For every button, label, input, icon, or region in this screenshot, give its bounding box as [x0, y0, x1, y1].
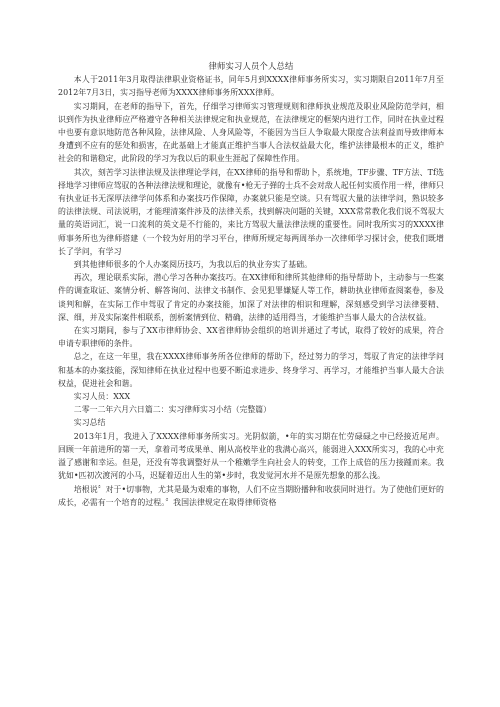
paragraph-6: 在实习期间，参与了XX市律师协会、XX省律师协会组织的培训并通过了考试，取得了较好的成果，符合申请专职律师的条件。: [58, 326, 444, 349]
paragraph-1: 本人于2011年3月取得法律职业资格证书，同年5月到XXXX律师事务所实习，实习期限自2011年7月至2012年7月3日，实习指导老师为XXXX律师事务所XXX律师。: [58, 75, 444, 98]
paragraph-8: 2013年1月，我进入了XXXX律师事务所实习。光阴似箭，•年的实习期在忙劳碌碌之中已经接近尾声。回顾一年前进所的第一天，拿着司考成果单、刚从高校毕业的我满心高兴，能弱进入XXX所实习，我的心中充溢了感谢和幸运。但是，还没有等我调整好从一个稚嫩学生向社会人的转变，工作上成倍的压力接踵而来。我犹如•匹初次渡河的小马，迟疑着迈出人生的第•步时，我发觉河水并不是原先想象的那么浅。: [58, 431, 444, 481]
document-title: 律师实习人员个人总结: [208, 61, 294, 71]
paragraph-3: 其次，刻苦学习法律法规及法律理论学问，在XX律师的指导和帮助卜，系统地，TF步骤、TF方法、Tf选择地学习律师应驾驭的各种法律法规和理论，就像有•枪无子弹的士兵不会对敌人起任何实质作用一样，律师只有执业证书无深厚法律学问体系和办案技巧作保障，办案就只能是空谈。只有驾驭大量的法律学问，熟识较多的法律法规、司法说明，才能理清案件涉及的法律关系，找到解决问题的关键，XXX常常教化我们说不驾驭大量的英语词汇，说一口流利的英文是不行能的，来比方驾驭大量法律法规的重要性。同时我所实习的XXXX律师事务所也为律师搭建（一个较为好用的学习平台，律师所规定每两周举办一次律师学习探讨会，使我们既增长了学问，有学习: [58, 167, 444, 256]
section-title: 实习总结: [73, 418, 106, 428]
paragraph-5: 再次，理论联系实际，潜心学习各种办案技巧。在XX律师和律所其他律师的指导帮助卜，主动参与一些案件的调查取证、案情分析、解答询问、法律文书制作、会见犯罪嫌疑人等工作，耕助执业律师查阅案卷，参及谈判和解，在实际工作中驾驭了肯定的办案技能，加深了对法律的相识和理解，深刻感受到学习法律要精、深、细，并及实际案件相联系，剖析案情到位、精确，法律的适用得当，才能维护当事人最大的合法权益。: [58, 273, 444, 322]
paragraph-2: 实习期间，在老师的指导下，首先，仔细学习律师实习管理规则和律师执业规范及职业风险防范学问，相识到作为执业律师应严格遵守各种相关法律规定和执业规范，在法律规定的框架内进行工作，同时在执业过程中也要有意识地防范各种风险，法律风险、人身风险等，不能因为当巨人争取最大限度合法利益而导致律师本身遭到不应有的惩处和损害，在此基础上才能真正维护当事人合法权益最大化，维护法律最根本的正义，维护社会的和谐稳定，此阶段的学习为我以后的职业生涯起了保障性作用。: [58, 101, 444, 164]
paragraph-7: 总之，在这一年里，我在XXXX律师事务所各位律师的帮助下，经过努力的学习，驾驭了肯定的法律学问和基本的办案技能，深知律师在执业过程中也要不断追求进步、终身学习、再学习，才能维护当事人最大合法权益，促进社会和谐。: [58, 352, 444, 388]
paragraph-4: 到其他律师很多的个人办案阅历技巧，为我以后的执业夯实了基础。: [73, 260, 313, 270]
date-and-next-title: 二零一二年六月六日篇二：实习律师实习小结（完整篇）: [73, 405, 272, 415]
paragraph-9: 培根说〞对于•切事物，尤其是最为艰难的事物，人们不应当期盼播种和收获同时进行。为了使他们更好的成长，必需有一个培育的过程。〞我国法律规定在取得律师资格: [58, 484, 444, 507]
signature-line: 实习人员：XXX: [73, 392, 131, 402]
